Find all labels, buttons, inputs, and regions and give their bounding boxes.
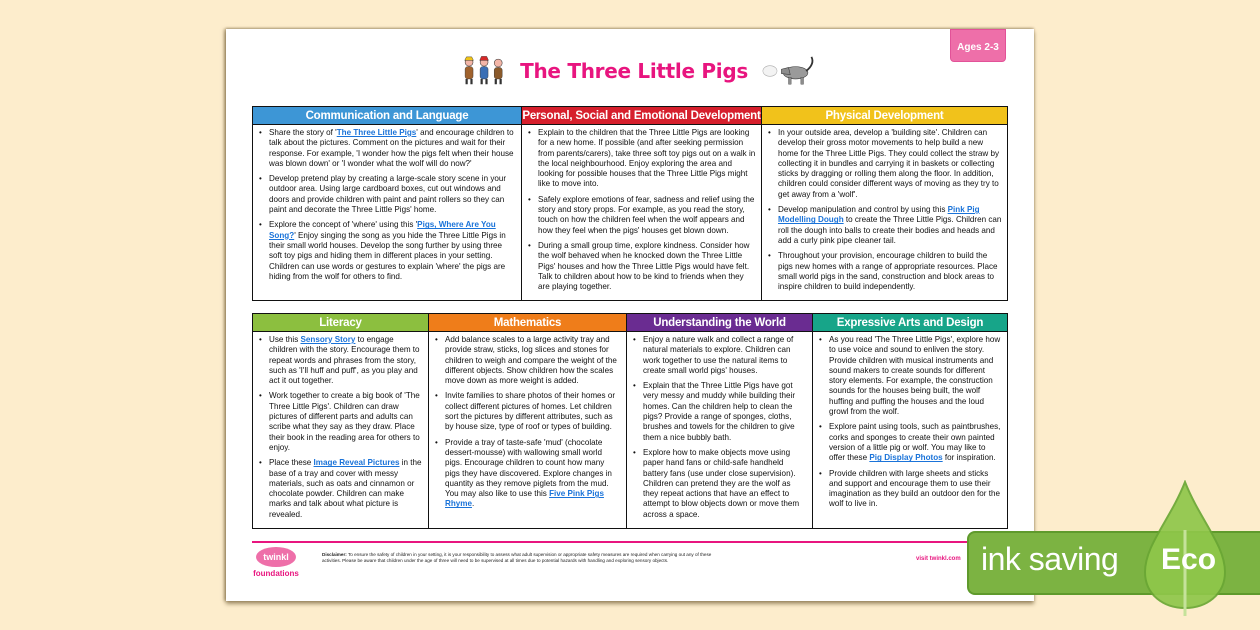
section-expressive-arts xyxy=(813,314,1007,528)
svg-text:foundations: foundations xyxy=(253,569,299,578)
ink-saving-label: ink saving xyxy=(981,541,1119,577)
title-row xyxy=(462,49,822,93)
section-header: Physical Development xyxy=(762,107,1007,125)
link-five-pink-pigs-rhyme[interactable]: Five Pink Pigs Rhyme xyxy=(445,489,604,509)
section-communication-language xyxy=(253,107,522,300)
list-item: • Share the story of 'The Three Little Pigs' and encourage children to talk about the pictures. Comment on the pictures and wait for their response. For example, 'I wonder how the pigs felt when their house was blown down' or 'I wonder what the wolf will do now?' xyxy=(257,128,516,169)
section-literacy xyxy=(253,314,429,528)
bottom-sections-grid xyxy=(252,313,1008,529)
list-item: • As you read 'The Three Little Pigs', explore how to use voice and sound to enliven the story. Provide children with musical instruments and sound makers to create sounds for different story elements. For example, the construction sounds for the houses being built, the wolf huffing and puffing the houses and the loud growl from the wolf. xyxy=(817,335,1002,417)
section-header: Literacy xyxy=(253,314,428,332)
section-header: Personal, Social and Emotional Development xyxy=(522,107,761,125)
list-item: • In your outside area, develop a 'building site'. Children can develop their gross motor movements to help build a new home for the Three Little Pigs. They could collect the straw by collecting it in bundles and carrying it in baskets or collecting sticks by dragging or rolling them along the floor. In addition, children could consider different ways of moving as they try to get away from a 'wolf'. xyxy=(766,128,1002,200)
list-item: • Explore the concept of 'where' using this 'Pigs, Where Are You Song?' Enjoy singing the song as you hide the Three Little Pigs in their small world houses. Develop the song further by using three soft toy pigs and hiding them in different places in your setting. Children can use words or gestures to explain 'where' the pigs are hiding from the wolf for others to find. xyxy=(257,220,516,282)
list-item: • Explore how to make objects move using paper hand fans or child-safe handheld battery fans (use under close supervision). Children can pretend they are the wolf as they repeat actions that have an effect to attempt to blow objects down or move them across a space. xyxy=(631,448,807,520)
disclaimer: Disclaimer: To ensure the safety of children in your setting, it is your responsibility to assess what adult supervision or appropriate safety measures are required when carrying out any of these activities. Please be aware that children under the age of three will need to be supervised at all times due to potential hazards with handling and exploring sensory objects. xyxy=(322,552,712,563)
section-header: Mathematics xyxy=(429,314,626,332)
list-item: • During a small group time, explore kindness. Consider how the wolf behaved when he knocked down the Three Little Pigs' houses and how the Three Little Pigs would have felt. Talk to children about how to be kind to friends when they are playing together. xyxy=(526,241,756,292)
section-personal-social-emotional xyxy=(522,107,762,300)
list-item: • Provide children with large sheets and sticks and support and encourage them to use their imagination as they build an outdoor den for the wolf to live in. xyxy=(817,469,1002,510)
section-header: Communication and Language xyxy=(253,107,521,125)
list-item: • Develop manipulation and control by using this Pink Pig Modelling Dough to create the Three Little Pigs. Children can roll the dough into balls to create their bodies and heads and add a curly pink pipe cleaner tail. xyxy=(766,205,1002,246)
section-header: Expressive Arts and Design xyxy=(813,314,1007,332)
age-badge: Ages 2-3 xyxy=(950,29,1006,62)
twinkl-foundations-logo xyxy=(252,545,300,581)
list-item: • Explain that the Three Little Pigs have got very messy and muddy while building their homes. Can the children help to clean the pigs? Provide a range of sponges, cloths, brushes and towels for the children to give them a nice bubbly bath. xyxy=(631,381,807,443)
list-item: • Provide a tray of taste-safe 'mud' (chocolate dessert-mousse) with wallowing small world pigs. Encourage children to count how many pigs they have discovered. Explore changes in quantity as they remove piglets from the mud. You may also like to use this Five Pink Pigs Rhyme. xyxy=(433,438,621,510)
list-item: • Throughout your provision, encourage children to build the pigs new homes with a range of appropriate resources. Place small world pigs in the sand, construction and block areas to inspire children to build independently. xyxy=(766,251,1002,292)
wolf-icon xyxy=(762,53,822,89)
section-understanding-world xyxy=(627,314,813,528)
link-pig-display-photos[interactable]: Pig Display Photos xyxy=(869,453,943,463)
link-image-reveal-pictures[interactable]: Image Reveal Pictures xyxy=(313,458,400,468)
eco-label: Eco xyxy=(1161,543,1217,576)
list-item: • Explain to the children that the Three Little Pigs are looking for a new home. If possible (and after seeking permission from parents/carers), take three soft toy pigs out on a walk in the local neighbourhood. Enjoy exploring the area and looking for possible houses that the Three Little Pigs might like to move into. xyxy=(526,128,756,190)
section-header: Understanding the World xyxy=(627,314,812,332)
section-mathematics xyxy=(429,314,627,528)
page-title: The Three Little Pigs xyxy=(520,59,748,83)
list-item: • Safely explore emotions of fear, sadness and relief using the story and story props. For example, as you read the story, touch on how the children feel when the wolf appears and how they feel when the pigs' houses get blown down. xyxy=(526,195,756,236)
lesson-plan-page xyxy=(226,29,1034,601)
list-item: • Develop pretend play by creating a large-scale story scene in your outdoor area. Using large cardboard boxes, cut out windows and doors and provide children with paint and paint rollers so they can paint and decorate the Three Little Pigs' home. xyxy=(257,174,516,215)
three-pigs-icon xyxy=(462,53,506,89)
link-sensory-story[interactable]: Sensory Story xyxy=(300,335,356,344)
svg-text:twinkl: twinkl xyxy=(263,552,289,562)
visit-link[interactable]: visit twinkl.com xyxy=(916,556,961,562)
link-three-little-pigs[interactable]: The Three Little Pigs xyxy=(336,128,417,137)
list-item: • Invite families to share photos of their homes or collect different pictures of homes. Let children sort the pictures by different attributes, such as by house size, type of roof or types of building. xyxy=(433,391,621,432)
section-physical-development xyxy=(762,107,1007,300)
list-item: • Place these Image Reveal Pictures in the base of a tray and cover with messy materials, such as oats and cinnamon or chocolate powder. Children can make marks and talk about what picture is revealed. xyxy=(257,458,423,520)
list-item: • Explore paint using tools, such as paintbrushes, corks and sponges to create their own painted version of a little pig or wolf. You may like to offer these Pig Display Photos for inspiration. xyxy=(817,422,1002,463)
footer-divider xyxy=(252,541,1008,543)
top-sections-grid xyxy=(252,106,1008,301)
list-item: • Enjoy a nature walk and collect a range of natural materials to explore. Children can work together to use the natural items to create small world pigs' houses. xyxy=(631,335,807,376)
list-item: • Add balance scales to a large activity tray and provide straw, sticks, log slices and stones for children to weigh and compare the weight of the different objects. Show children how the scales move down as more weight is added. xyxy=(433,335,621,386)
list-item: • Use this Sensory Story to engage children with the story. Encourage them to repeat words and phrases from the story, such as 'I'll huff and puff', as you play and act it out together. xyxy=(257,335,423,386)
link-pigs-where-are-you-song[interactable]: Pigs, Where Are You Song? xyxy=(269,220,496,240)
list-item: • Work together to create a big book of 'The Three Little Pigs'. Children can draw pictures of different parts and adults can scribe what they say as they draw. Place their book in the reading area for others to enjoy. xyxy=(257,391,423,453)
link-pink-pig-modelling-dough[interactable]: Pink Pig Modelling Dough xyxy=(778,205,980,225)
